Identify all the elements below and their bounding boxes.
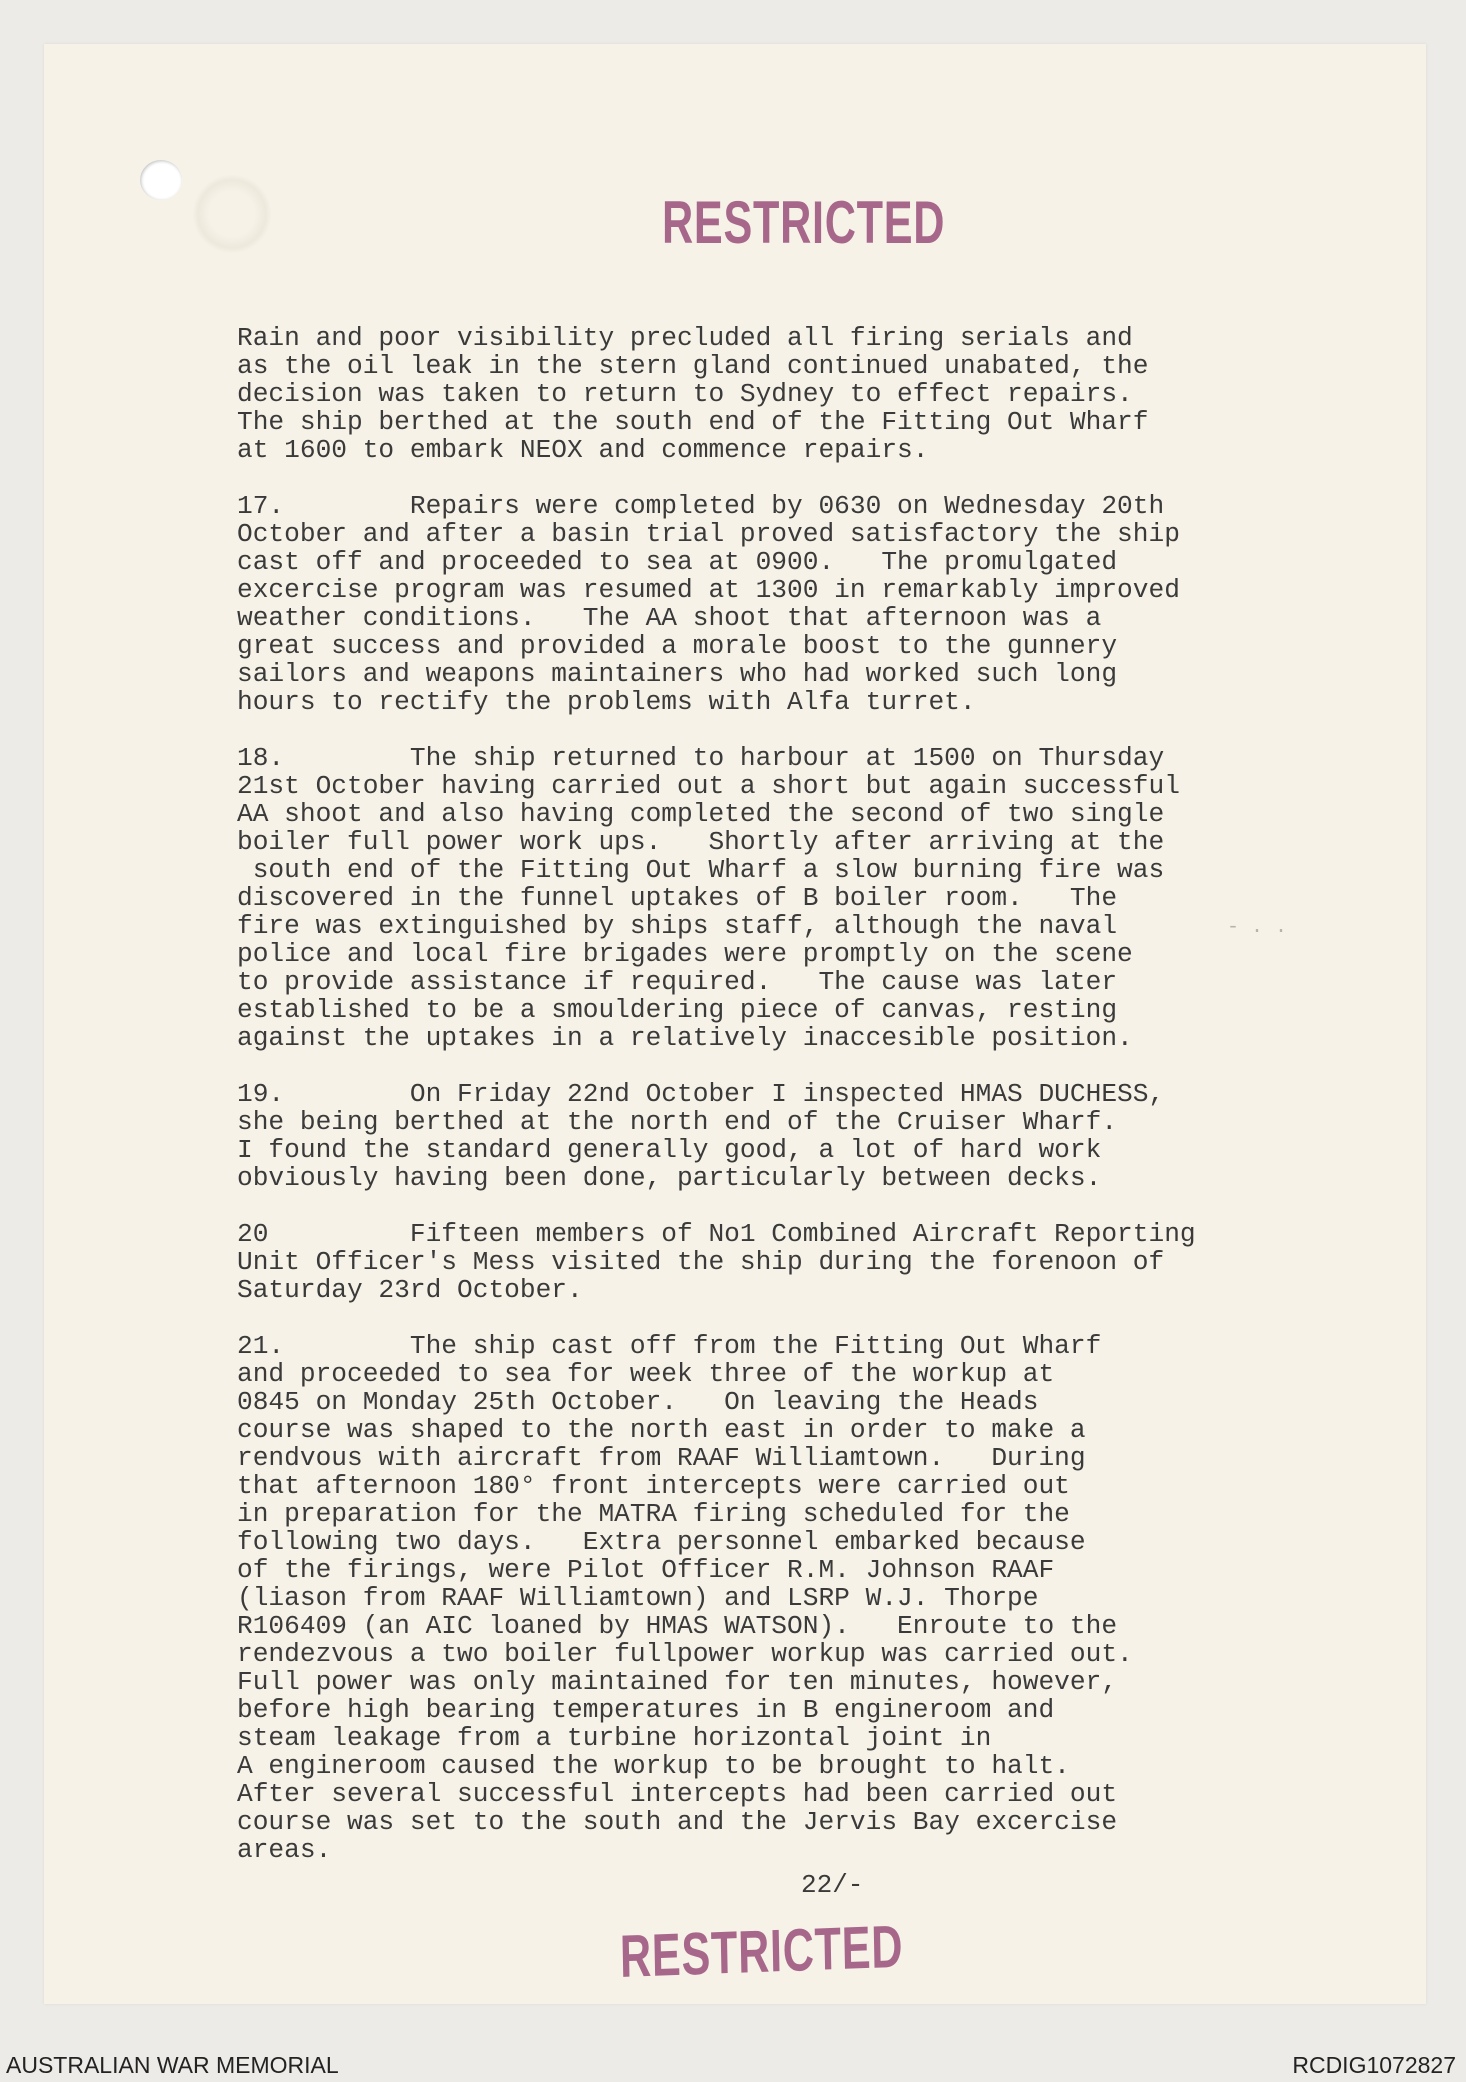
text-line: 17. Repairs were completed by 0630 on Wednesday 20th	[237, 491, 1165, 521]
text-line: of the firings, were Pilot Officer R.M. Johnson RAAF	[237, 1555, 1055, 1585]
document-page	[44, 44, 1426, 2004]
text-line: 21st October having carried out a short but again successful	[237, 771, 1180, 801]
text-line: that afternoon 180° front intercepts were carried out	[237, 1471, 1070, 1501]
text-line: sailors and weapons maintainers who had worked such long	[237, 659, 1118, 689]
text-line: steam leakage from a turbine horizontal joint in	[237, 1723, 992, 1753]
text-line: south end of the Fitting Out Wharf a slow burning fire was	[237, 855, 1165, 885]
paragraph	[237, 1080, 1337, 1192]
text-line: she being berthed at the north end of the Cruiser Wharf.	[237, 1107, 1118, 1137]
text-line: cast off and proceeded to sea at 0900. The promulgated	[237, 547, 1118, 577]
text-line: Full power was only maintained for ten minutes, however,	[237, 1667, 1118, 1697]
embossed-seal	[192, 174, 272, 254]
text-line: as the oil leak in the stern gland continued unabated, the	[237, 351, 1149, 381]
paragraph	[237, 744, 1337, 1052]
text-line: 18. The ship returned to harbour at 1500 on Thursday	[237, 743, 1165, 773]
text-line: 19. On Friday 22nd October I inspected HMAS DUCHESS,	[237, 1079, 1165, 1109]
text-line: decision was taken to return to Sydney to effect repairs.	[237, 379, 1133, 409]
text-line: following two days. Extra personnel embarked because	[237, 1527, 1086, 1557]
text-line: October and after a basin trial proved satisfactory the ship	[237, 519, 1180, 549]
page-continuation: 22/-	[801, 1870, 864, 1900]
paragraph	[237, 1220, 1337, 1304]
text-line: police and local fire brigades were promptly on the scene	[237, 939, 1133, 969]
punch-hole	[140, 160, 182, 200]
text-line: excercise program was resumed at 1300 in remarkably improved	[237, 575, 1180, 605]
text-line: I found the standard generally good, a lot of hard work	[237, 1135, 1102, 1165]
text-line: areas.	[237, 1835, 332, 1865]
footer-reference: RCDIG1072827	[1292, 2052, 1456, 2078]
text-line: Unit Officer's Mess visited the ship during the forenoon of	[237, 1247, 1165, 1277]
text-line: before high bearing temperatures in B engineroom and	[237, 1695, 1055, 1725]
text-line: in preparation for the MATRA firing scheduled for the	[237, 1499, 1070, 1529]
text-line: 21. The ship cast off from the Fitting Out Wharf	[237, 1331, 1102, 1361]
paragraph	[237, 1332, 1337, 1864]
text-line: hours to rectify the problems with Alfa turret.	[237, 687, 976, 717]
text-line: great success and provided a morale boost to the gunnery	[237, 631, 1118, 661]
text-line: A engineroom caused the workup to be brought to halt.	[237, 1751, 1070, 1781]
text-line: at 1600 to embark NEOX and commence repairs.	[237, 435, 929, 465]
text-line: weather conditions. The AA shoot that afternoon was a	[237, 603, 1102, 633]
text-line: After several successful intercepts had been carried out	[237, 1779, 1118, 1809]
text-line: AA shoot and also having completed the second of two single	[237, 799, 1165, 829]
text-line: course was set to the south and the Jervis Bay excercise	[237, 1807, 1118, 1837]
text-line: Rain and poor visibility precluded all firing serials and	[237, 323, 1133, 353]
restricted-stamp-top: RESTRICTED	[662, 189, 946, 256]
text-line: against the uptakes in a relatively inaccesible position.	[237, 1023, 1133, 1053]
text-line: 0845 on Monday 25th October. On leaving the Heads	[237, 1387, 1039, 1417]
text-line: (liason from RAAF Williamtown) and LSRP W.J. Thorpe	[237, 1583, 1039, 1613]
text-line: Saturday 23rd October.	[237, 1275, 583, 1305]
text-line: 20 Fifteen members of No1 Combined Aircraft Reporting	[237, 1219, 1196, 1249]
text-line: fire was extinguished by ships staff, although the naval	[237, 911, 1118, 941]
stray-mark: - . .	[1227, 916, 1288, 939]
text-line: The ship berthed at the south end of the Fitting Out Wharf	[237, 407, 1149, 437]
text-line: and proceeded to sea for week three of the workup at	[237, 1359, 1055, 1389]
text-line: rendvous with aircraft from RAAF Williamtown. During	[237, 1443, 1086, 1473]
text-line: discovered in the funnel uptakes of B boiler room. The	[237, 883, 1118, 913]
footer-source: AUSTRALIAN WAR MEMORIAL	[6, 2052, 339, 2078]
paragraph	[237, 492, 1337, 716]
text-line: obviously having been done, particularly between decks.	[237, 1163, 1102, 1193]
text-line: to provide assistance if required. The cause was later	[237, 967, 1118, 997]
restricted-stamp-bottom: RESTRICTED	[619, 1912, 904, 1990]
text-line: established to be a smouldering piece of canvas, resting	[237, 995, 1118, 1025]
text-line: boiler full power work ups. Shortly after arriving at the	[237, 827, 1165, 857]
text-line: R106409 (an AIC loaned by HMAS WATSON). Enroute to the	[237, 1611, 1118, 1641]
text-line: course was shaped to the north east in order to make a	[237, 1415, 1086, 1445]
text-line: rendezvous a two boiler fullpower workup was carried out.	[237, 1639, 1133, 1669]
paragraph	[237, 324, 1337, 464]
document-body	[237, 324, 1337, 1892]
